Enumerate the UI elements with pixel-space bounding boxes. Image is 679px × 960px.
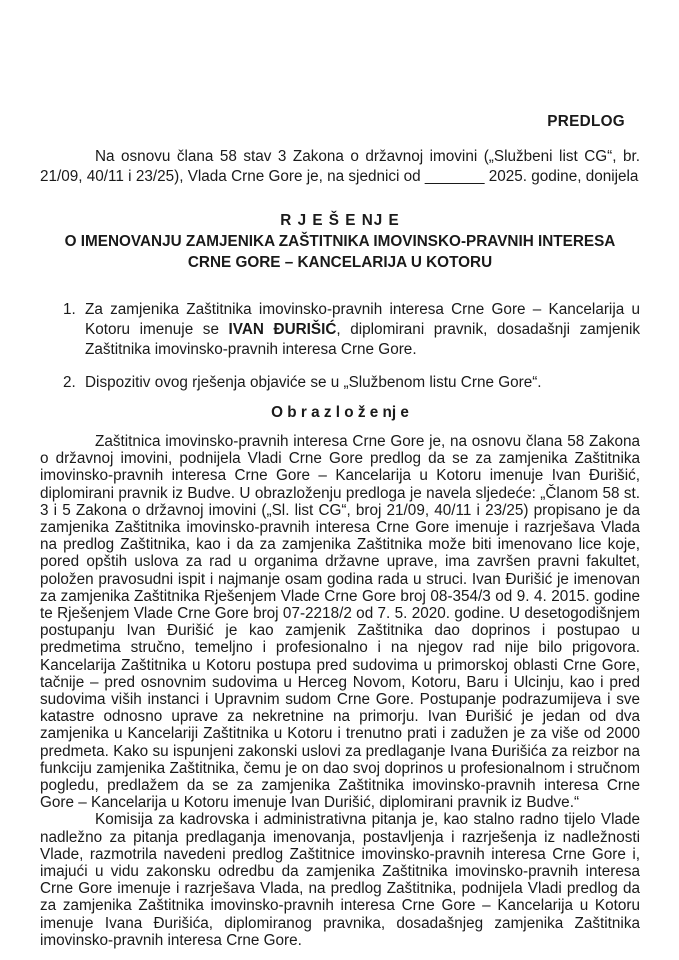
document-title: R J E Š E NJ E bbox=[280, 212, 400, 229]
list-item-1 bbox=[40, 300, 640, 360]
list-item-2-text: Dispozitiv ovog rješenja objaviće se u „Službenom listu Crne Gore“. bbox=[85, 374, 542, 391]
appointee-name: IVAN ĐURIŠIĆ bbox=[228, 321, 337, 338]
list-item-1-text-before: Za zamjenika Zaštitnika imovinsko-pravnih interesa Crne Gore – Kancelarija u Kotoru imenuje se bbox=[85, 301, 640, 338]
decision-list bbox=[40, 300, 640, 393]
document-subtitle-line-1: O IMENOVANJU ZAMJENIKA ZAŠTITNIKA IMOVINSKO-PRAVNIH INTERESA bbox=[64, 233, 616, 250]
list-item-2 bbox=[40, 373, 640, 393]
document-heading bbox=[40, 210, 640, 273]
explanation-paragraph-1: Zaštitnica imovinsko-pravnih interesa Crne Gore je, na osnovu člana 58 Zakona o državnoj imovini, podnijela Vladi Crne Gore predlog da se za zamjenika Zaštitnika imovinsko-pravnih interesa Crne Gore – Kancelarija u Kotoru imenuje Ivan Đurišić, diplomirani pravnik iz Budve. U obrazloženju predloga je navela sljedeće: „Članom 58 st. 3 i 5 Zakona o državnoj imovini („Sl. list CG“, broj 21/09, 40/11 i 23/25) propisano je da zamjenika Zaštitnika imovinsko-pravnih interesa Crne Gore imenuje i razrješava Vlada na predlog Zaštitnika, kao i da za zamjenika Zaštitnika može biti imenovano lice koje, pored opštih uslova za rad u organima državne uprave, ima završen pravni fakultet, položen pravosudni ispit i najmanje osam godina rada u struci. Ivan Đurišić je imenovan za zamjenika Zaštitnika Rješenjem Vlade Crne Gore broj 08-354/3 od 9. 4. 2015. godine te Rješenjem Vlade Crne Gore broj 07-2218/2 od 7. 5. 2020. godine. U desetogodišnjem postupanju Ivan Đurišić je kao zamjenik Zaštitnika dao doprinos i postupao u predmetima stručno, temeljno i profesionalno i na njegov rad nije bilo prigovora. Kancelarija Zaštitnika u Kotoru postupa pred sudovima u primorskoj oblasti Crne Gore, tačnije – pred osnovnim sudovima u Herceg Novom, Kotoru, Baru i Ulcinju, kao i pred sudovima viših instanci i Upravnim sudom Crne Gore. Postupanje podrazumijeva i sve katastre odnosno uprave za nekretnine na primorju. Ivan Đurišić je jedan od dva zamjenika u Kancelariji Zaštitnika u Kotoru i trenutno prati i zadužen je za više od 2000 predmeta. Kako su ispunjeni zakonski uslovi za predlaganje Ivana Đurišića za reizbor na funkciju zamjenika Zaštitnika, čemu je on dao svoj doprinos u profesionalnom i stručnom pogledu, predlažem da se za zamjenika Zaštitnika imovinsko-pravnih interesa Crne Gore – Kancelarija u Kotoru imenuje Ivan Durišić, diplomirani pravnik iz Budve.“ bbox=[40, 433, 640, 812]
document-label: PREDLOG bbox=[547, 113, 625, 130]
explanation-heading: O b r a z l o ž e nj e bbox=[271, 404, 409, 421]
list-item-1-number: 1. bbox=[63, 301, 76, 318]
list-item-2-number: 2. bbox=[63, 374, 76, 391]
explanation-paragraph-2: Komisija za kadrovska i administrativna pitanja je, kao stalno radno tijelo Vlade nadležno za pitanja predlaganja imenovanja, postavljenja i razrješenja iz nadležnosti Vlade, razmotrila navedeni predlog Zaštitnice imovinsko-pravnih interesa Crne Gore i, imajući u vidu zakonsku odredbu da zamjenika Zaštitnika imovinsko-pravnih interesa Crne Gore imenuje i razrješava Vlada, na predlog Zaštitnika, podnijela Vladi predlog da za zamjenika Zaštitnika imovinsko-pravnih interesa Crne Gore – Kancelarija u Kotoru imenuje Ivana Đurišića, diplomiranog pravnika, dosadašnjeg zamjenika Zaštitnika imovinsko-pravnih interesa Crne Gore. bbox=[40, 811, 640, 949]
intro-paragraph: Na osnovu člana 58 stav 3 Zakona o državnoj imovini („Službeni list CG“, br. 21/09, 40/11 i 23/25), Vlada Crne Gore je, na sjednici od _______ 2025. godine, donijela bbox=[40, 148, 640, 185]
document-subtitle-line-2: CRNE GORE – KANCELARIJA U KOTORU bbox=[187, 254, 493, 271]
list-item-1-text-after: , diplomirani pravnik, dosadašnji zamjenik Zaštitnika imovinsko-pravnih interesa Crne Gore. bbox=[85, 321, 641, 358]
